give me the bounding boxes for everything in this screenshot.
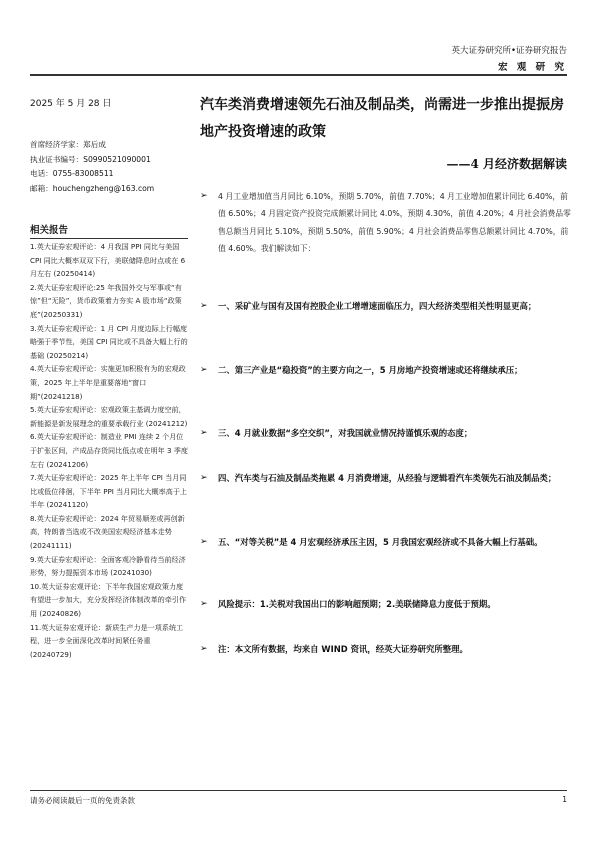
- key-point-text: 一、采矿业与国有及国有控股企业工增增速面临压力，四大经济类型相关性明显更高；: [218, 301, 537, 311]
- arrow-bullet-icon: ➢: [200, 428, 208, 438]
- arrow-bullet-icon: ➢: [200, 301, 208, 311]
- related-report-item[interactable]: 11.英大证券宏观评论：新质生产力是一项系统工程，进一步全面深化改革时间紧任务重 (20240729): [30, 622, 184, 659]
- related-report-item[interactable]: 1.英大证券宏观评论：4 月我国 PPI 同比与美国 CPI 同比大概率双双下行，美联储降息时点或在 6 月左右 (20250414): [30, 242, 186, 279]
- related-reports-rule: [30, 238, 188, 239]
- report-date: 2025 年 5 月 28 日: [30, 99, 112, 109]
- related-report-item[interactable]: 7.英大证券宏观评论：2025 年上半年 CPI 当月同比或低位徘徊，下半年 PPI 当月同比大概率高于上半年 (20241120): [30, 473, 188, 510]
- data-source-note-text: 注：本文所有数据，均来自 WIND 资讯，经英大证券研究所整理。: [218, 644, 468, 654]
- intro-text: 4 月工业增加值当月同比 6.10%，预期 5.70%，前值 7.70%；4 月工业增加值累计同比 6.40%，前值 6.50%；4 月固定资产投资完成额累计同比 4.0%，预期 4.30%，前值 4.20%；4 月社会消费品零售总额当月同比 5.10%，预期 5.50%，前值 5.90%；4 月社会消费品零售总额累计同比 4.70%，前值 4.60%。我们解读如下：: [218, 192, 571, 253]
- report-title: 汽车类消费增速领先石油及制品类，尚需进一步推出提振房地产投资增速的政策: [200, 97, 564, 140]
- risk-warning: [200, 595, 572, 613]
- footer-disclaimer[interactable]: 请务必阅读最后一页的免责条款: [30, 796, 135, 805]
- page-number: 1: [562, 795, 567, 804]
- footer-rule: [30, 790, 567, 791]
- key-point-5: [200, 533, 572, 551]
- author-email[interactable]: 邮箱：houchengzheng@163.com: [30, 183, 155, 193]
- key-point-text: 二、第三产业是“稳投资”的主要方向之一，5 月房地产投资增速或还将继续承压；: [218, 365, 523, 375]
- report-subtitle: ——4 月经济数据解读: [446, 157, 567, 171]
- intro-paragraph: [200, 188, 572, 257]
- author-block: [30, 138, 190, 196]
- key-point-3: [200, 424, 572, 442]
- arrow-bullet-icon: ➢: [200, 644, 208, 654]
- key-point-1: [200, 297, 572, 315]
- key-point-text: 四、汽车类与石油及制品类拖累 4 月消费增速，从经验与逻辑看汽车类领先石油及制品类；: [218, 473, 557, 483]
- related-reports-list: [30, 240, 188, 661]
- arrow-bullet-icon: ➢: [200, 191, 208, 201]
- related-report-item[interactable]: 2.英大证券宏观评论:25 年我国外交与军事或“有惊”但“无险”，货币政策着力夯实 A 股市场“政策底”(20250331): [30, 282, 182, 319]
- data-source-note: [200, 640, 572, 658]
- key-point-2: [200, 361, 572, 379]
- author-phone: 电话：0755-83008511: [30, 169, 114, 179]
- arrow-bullet-icon: ➢: [200, 473, 208, 483]
- related-report-item[interactable]: 4.英大证券宏观评论：实施更加积极有为的宏观政策，2025 年上半年是重要落地“窗口期”(20241218): [30, 364, 186, 401]
- author-license: 执业证书编号：S0990521090001: [30, 154, 151, 164]
- key-point-4: [200, 469, 572, 487]
- related-reports-heading: 相关报告: [30, 225, 69, 236]
- related-report-item[interactable]: 9.英大证券宏观评论：全面客观冷静看待当前经济形势，努力提振资本市场 (20241030): [30, 554, 186, 578]
- key-point-text: 三、4 月就业数据“多空交织”，对我国就业情况持谨慎乐观的态度；: [218, 428, 473, 438]
- author-chief: 首席经济学家：郑后成: [30, 140, 106, 149]
- related-report-item[interactable]: 10.英大证券宏观评论：下半年我国宏观政策力度有望进一步加大，充分发挥经济体制改革的牵引作用 (20240826): [30, 581, 187, 619]
- related-report-item[interactable]: 8.英大证券宏观评论：2024 年贸易顺差或再创新高，特朗普当选或不改美国宏观经济基本走势 (20241111): [30, 513, 185, 551]
- risk-warning-text: 风险提示：1.关税对我国出口的影响超预期；2.美联储降息力度低于预期。: [218, 599, 496, 609]
- related-report-item[interactable]: 3.英大证券宏观评论：1 月 CPI 月度边际上行幅度略强于季节性，美国 CPI 同比或不具备大幅上行的基础 (20250214): [30, 323, 188, 360]
- related-report-item[interactable]: 6.英大证券宏观评论：制造业 PMI 连续 2 个月位于扩张区间，产成品存货同比低点或在明年 3 季度左右 (20241206): [30, 432, 188, 469]
- related-report-item[interactable]: 5.英大证券宏观评论：宏观政策主基调力度空前，新能源是新发展理念的重要承载行业 (20241212): [30, 405, 188, 428]
- key-point-text: 五、“对等关税”是 4 月宏观经济承压主因，5 月我国宏观经济或不具备大幅上行基础。: [218, 537, 543, 547]
- header-org: 英大证券研究所•证券研究报告: [451, 46, 567, 56]
- report-type: 宏 观 研 究: [498, 62, 567, 73]
- arrow-bullet-icon: ➢: [200, 537, 208, 547]
- header-rule: [30, 74, 567, 76]
- arrow-bullet-icon: ➢: [200, 365, 208, 375]
- arrow-bullet-icon: ➢: [200, 599, 208, 609]
